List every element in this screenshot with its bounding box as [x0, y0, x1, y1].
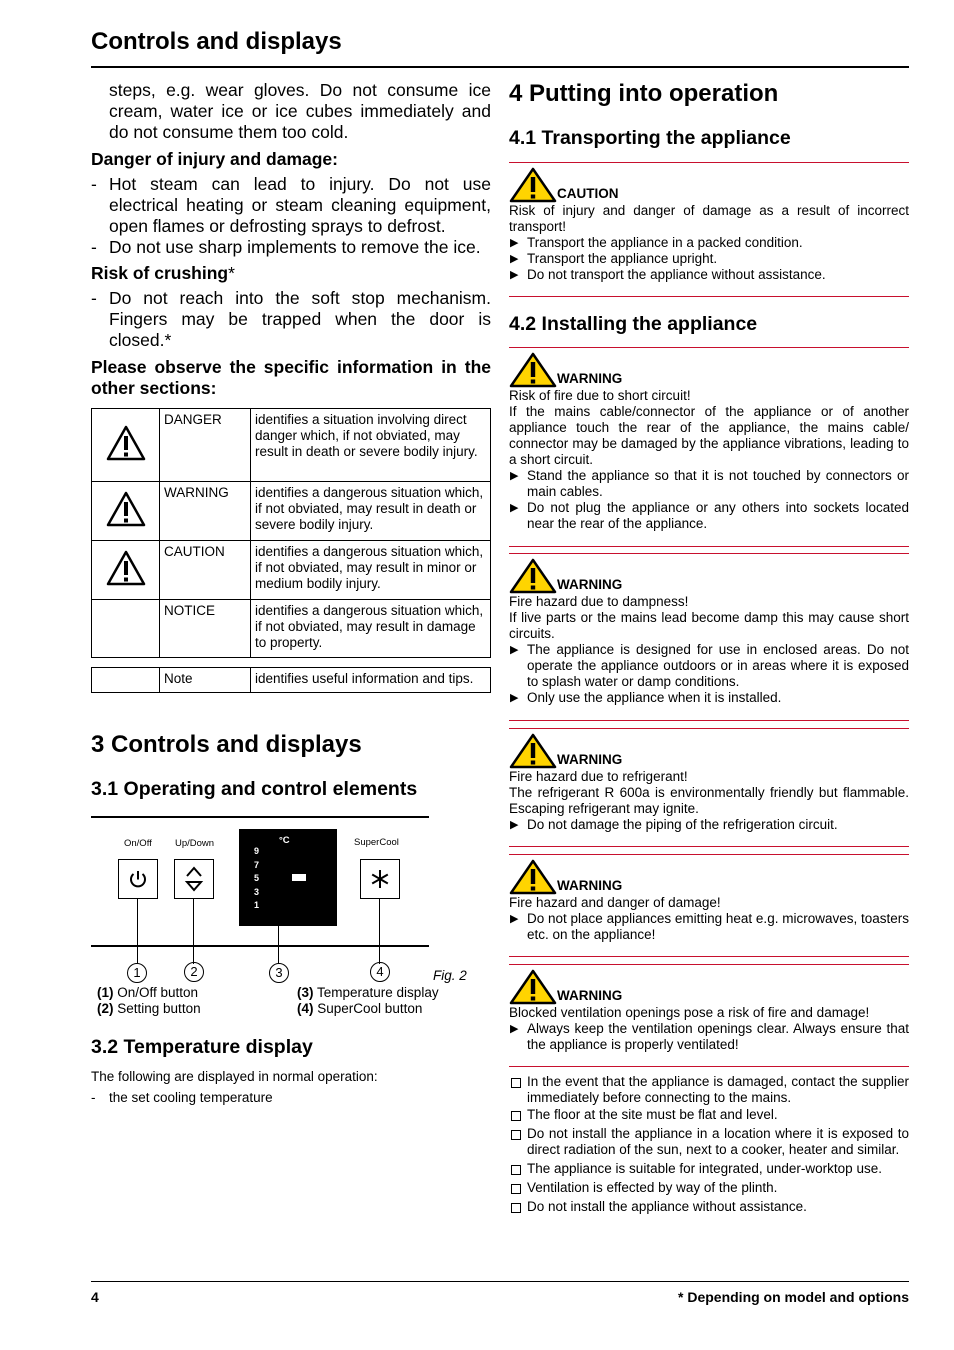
warning-block-2: [509, 558, 909, 706]
signal-keyword: NOTICE: [160, 600, 251, 658]
red-rule: [509, 1066, 909, 1067]
caution-item: ▶ Transport the appliance in a packed condition.: [509, 235, 909, 251]
warning-text: Risk of fire due to short circuit!: [509, 388, 691, 403]
warning-text: Fire hazard due to dampness!: [509, 594, 689, 609]
checklist-item: In the event that the appliance is damaged, contact the supplier immediately before connecting to the mains.: [509, 1074, 909, 1106]
scale-digit: 7: [254, 859, 260, 870]
warning-title: WARNING: [557, 371, 623, 386]
crush-item: - Do not reach into the soft stop mechanism. Fingers may be trapped when the door is closed.*: [91, 288, 491, 351]
signal-keyword: Note: [160, 668, 251, 693]
crush-heading: Risk of crushing*: [91, 263, 235, 283]
warning-triangle-icon: [509, 859, 557, 895]
section-4-2-title: 4.2 Installing the appliance: [509, 313, 758, 335]
signal-keyword: DANGER: [160, 409, 251, 482]
checklist-item: The appliance is suitable for integrated, under-worktop use.: [509, 1161, 909, 1177]
caution-title: CAUTION: [557, 186, 619, 201]
warning-triangle-icon: [509, 969, 557, 1005]
signal-description: identifies useful information and tips.: [251, 668, 491, 693]
power-icon: [119, 860, 157, 898]
checklist-item: The floor at the site must be flat and level.: [509, 1107, 909, 1123]
signal-icon-cell: [92, 541, 160, 600]
warning-triangle-icon: [106, 425, 146, 461]
caution-item: ▶ Transport the appliance upright.: [509, 251, 909, 267]
red-rule: [509, 162, 909, 163]
callout-4: 4: [370, 962, 390, 982]
warning-text: Fire hazard and danger of damage!: [509, 895, 721, 910]
callout-1: 1: [127, 963, 147, 983]
red-rule: [509, 956, 909, 957]
section-3-title: 3 Controls and displays: [91, 731, 362, 758]
page-number: 4: [91, 1289, 99, 1305]
warning-triangle-icon: [509, 558, 557, 594]
figure-caption: Fig. 2: [433, 968, 467, 983]
warning-text: Fire hazard due to refrigerant!: [509, 769, 688, 784]
section-3-2-item: - the set cooling temperature: [91, 1090, 954, 1106]
signal-description: identifies a situation involving direct danger which, if not obviated, may result in death or severe bodily injury.: [251, 409, 491, 482]
warning-item: ▶ Only use the appliance when it is installed.: [509, 690, 909, 706]
warning-block-3: [509, 733, 909, 833]
figure-legend-item: (4) SuperCool button: [297, 1001, 423, 1016]
warning-heading: [509, 969, 909, 1005]
table-row: [92, 409, 491, 482]
warning-heading: [509, 558, 909, 594]
signal-icon-cell: [92, 600, 160, 658]
display-segment: [292, 874, 306, 881]
warning-item: ▶ Always keep the ventilation openings clear. Always ensure that the appliance is properly ventilated!: [509, 1021, 909, 1053]
section-3-2-title: 3.2 Temperature display: [91, 1036, 313, 1058]
warning-heading: [509, 352, 909, 388]
observe-heading: Please observe the specific information in the other sections:: [91, 357, 491, 398]
scale-digit: 5: [254, 873, 260, 883]
section-3-1-title: 3.1 Operating and control elements: [91, 778, 418, 800]
warning-triangle-icon: [509, 167, 557, 203]
red-rule: [509, 546, 909, 547]
danger-heading: Danger of injury and damage:: [91, 149, 338, 169]
celsius-label: °C: [279, 835, 290, 846]
warning-title: WARNING: [557, 752, 623, 767]
warning-heading: [509, 859, 909, 895]
warning-title: WARNING: [557, 577, 623, 592]
warning-item: ▶ Stand the appliance so that it is not touched by connectors or main cables.: [509, 468, 909, 500]
warning-heading: [509, 733, 909, 769]
callout-line: [193, 899, 194, 964]
warning-block-1: [509, 352, 909, 532]
table-row: [92, 668, 491, 693]
signal-word-table: [91, 408, 491, 658]
table-row: [92, 482, 491, 541]
intro-text: steps, e.g. wear gloves. Do not consume ice cream, water ice or ice cubes immediately and do not consume them too cold.: [109, 80, 491, 142]
callout-line: [379, 899, 380, 964]
warning-text: Blocked ventilation openings pose a risk of fire and damage!: [509, 1005, 870, 1020]
warning-text: If the mains cable/connector of the appliance or of another appliance touch the rear of the appliance, the mains cable/ connector may be damaged by the appliance vibrations, leading to a short circuit.: [509, 404, 909, 467]
warning-text: If live parts or the mains lead become damp this may cause short circuits.: [509, 610, 909, 641]
warning-triangle-icon: [509, 733, 557, 769]
red-rule: [509, 720, 909, 721]
red-rule: [509, 296, 909, 297]
danger-item: - Hot steam can lead to injury. Do not use electrical heating or steam cleaning equipment, open flames or defrosting sprays to defrost.: [91, 174, 491, 237]
installation-checklist: [509, 1074, 909, 1215]
callout-line: [137, 899, 138, 964]
section-4-title: 4 Putting into operation: [509, 80, 779, 107]
warning-block-4: [509, 859, 909, 943]
supercool-label: SuperCool: [354, 837, 399, 848]
figure-legend-item: (3) Temperature display: [297, 985, 439, 1000]
caution-item: ▶ Do not transport the appliance without assistance.: [509, 267, 909, 283]
red-rule: [509, 347, 909, 348]
red-rule: [509, 854, 909, 855]
checklist-item: Do not install the appliance without assistance.: [509, 1199, 909, 1215]
signal-icon-cell: [92, 668, 160, 693]
onoff-label: On/Off: [124, 838, 152, 849]
red-rule: [509, 846, 909, 847]
warning-item: ▶ Do not plug the appliance or any others into sockets located near the rear of the appliance.: [509, 500, 909, 532]
note-table: [91, 667, 491, 693]
scale-digit: 9: [254, 846, 260, 856]
signal-description: identifies a dangerous situation which, if not obviated, may result in minor or medium bodily injury.: [251, 541, 491, 600]
table-row: [92, 541, 491, 600]
scale-digit: 1: [254, 900, 260, 910]
caution-block: [509, 167, 909, 283]
signal-description: identifies a dangerous situation which, if not obviated, may result in death or severe bodily injury.: [251, 482, 491, 541]
footer-rule: [91, 1281, 909, 1282]
checklist-item: Do not install the appliance in a location where it is exposed to direct radiation of the sun, next to a cooker, heater and similar.: [509, 1126, 909, 1158]
updown-label: Up/Down: [175, 838, 215, 849]
supercool-button[interactable]: [360, 859, 400, 899]
warning-text: The refrigerant R 600a is environmentally friendly but flammable. Escaping refrigerant may ignite.: [509, 785, 909, 816]
caution-text: Risk of injury and danger of damage as a result of incorrect transport!: [509, 203, 909, 234]
warning-item: ▶ Do not place appliances emitting heat e.g. microwaves, toasters etc. on the appliance!: [509, 911, 909, 943]
onoff-button[interactable]: [118, 859, 158, 899]
left-column: [91, 80, 491, 693]
checklist-item: Ventilation is effected by way of the plinth.: [509, 1180, 909, 1196]
callout-2: 2: [184, 962, 204, 982]
snowflake-icon: [361, 860, 399, 898]
up-down-arrows-icon: [175, 860, 213, 898]
signal-icon-cell: [92, 409, 160, 482]
red-rule: [509, 553, 909, 554]
table-row: [92, 600, 491, 658]
signal-keyword: WARNING: [160, 482, 251, 541]
warning-block-5: [509, 969, 909, 1053]
red-rule: [509, 728, 909, 729]
signal-description: identifies a dangerous situation which, if not obviated, may result in damage to property.: [251, 600, 491, 658]
danger-item: - Do not use sharp implements to remove the ice.: [91, 237, 491, 258]
caution-heading: [509, 167, 909, 203]
figure-legend-item: (1) On/Off button: [97, 985, 199, 1000]
footer-note: * Depending on model and options: [678, 1289, 909, 1305]
warning-item: ▶ The appliance is designed for use in enclosed areas. Do not operate the appliance outdoors or in areas where it is exposed to splash water or damp conditions.: [509, 642, 909, 690]
signal-icon-cell: [92, 482, 160, 541]
callout-3: 3: [269, 963, 289, 983]
warning-triangle-icon: [509, 352, 557, 388]
callout-line: [278, 926, 279, 964]
warning-triangle-icon: [106, 550, 146, 586]
red-rule: [509, 964, 909, 965]
temperature-display: [239, 829, 337, 926]
header-rule: [91, 66, 909, 68]
warning-title: WARNING: [557, 988, 623, 1003]
control-panel-figure: [91, 815, 429, 950]
warning-item: ▶ Do not damage the piping of the refrigeration circuit.: [509, 817, 909, 833]
panel-top-line: [91, 816, 429, 818]
section-4-1-title: 4.1 Transporting the appliance: [509, 127, 791, 149]
signal-keyword: CAUTION: [160, 541, 251, 600]
warning-triangle-icon: [106, 491, 146, 527]
temperature-scale: [254, 845, 262, 913]
page-header-title: Controls and displays: [91, 28, 342, 55]
figure-legend-item: (2) Setting button: [97, 1001, 201, 1016]
section-3-2-text: The following are displayed in normal operation:: [91, 1069, 378, 1084]
warning-title: WARNING: [557, 878, 623, 893]
scale-digit: 3: [254, 886, 260, 897]
setting-button[interactable]: [174, 859, 214, 899]
